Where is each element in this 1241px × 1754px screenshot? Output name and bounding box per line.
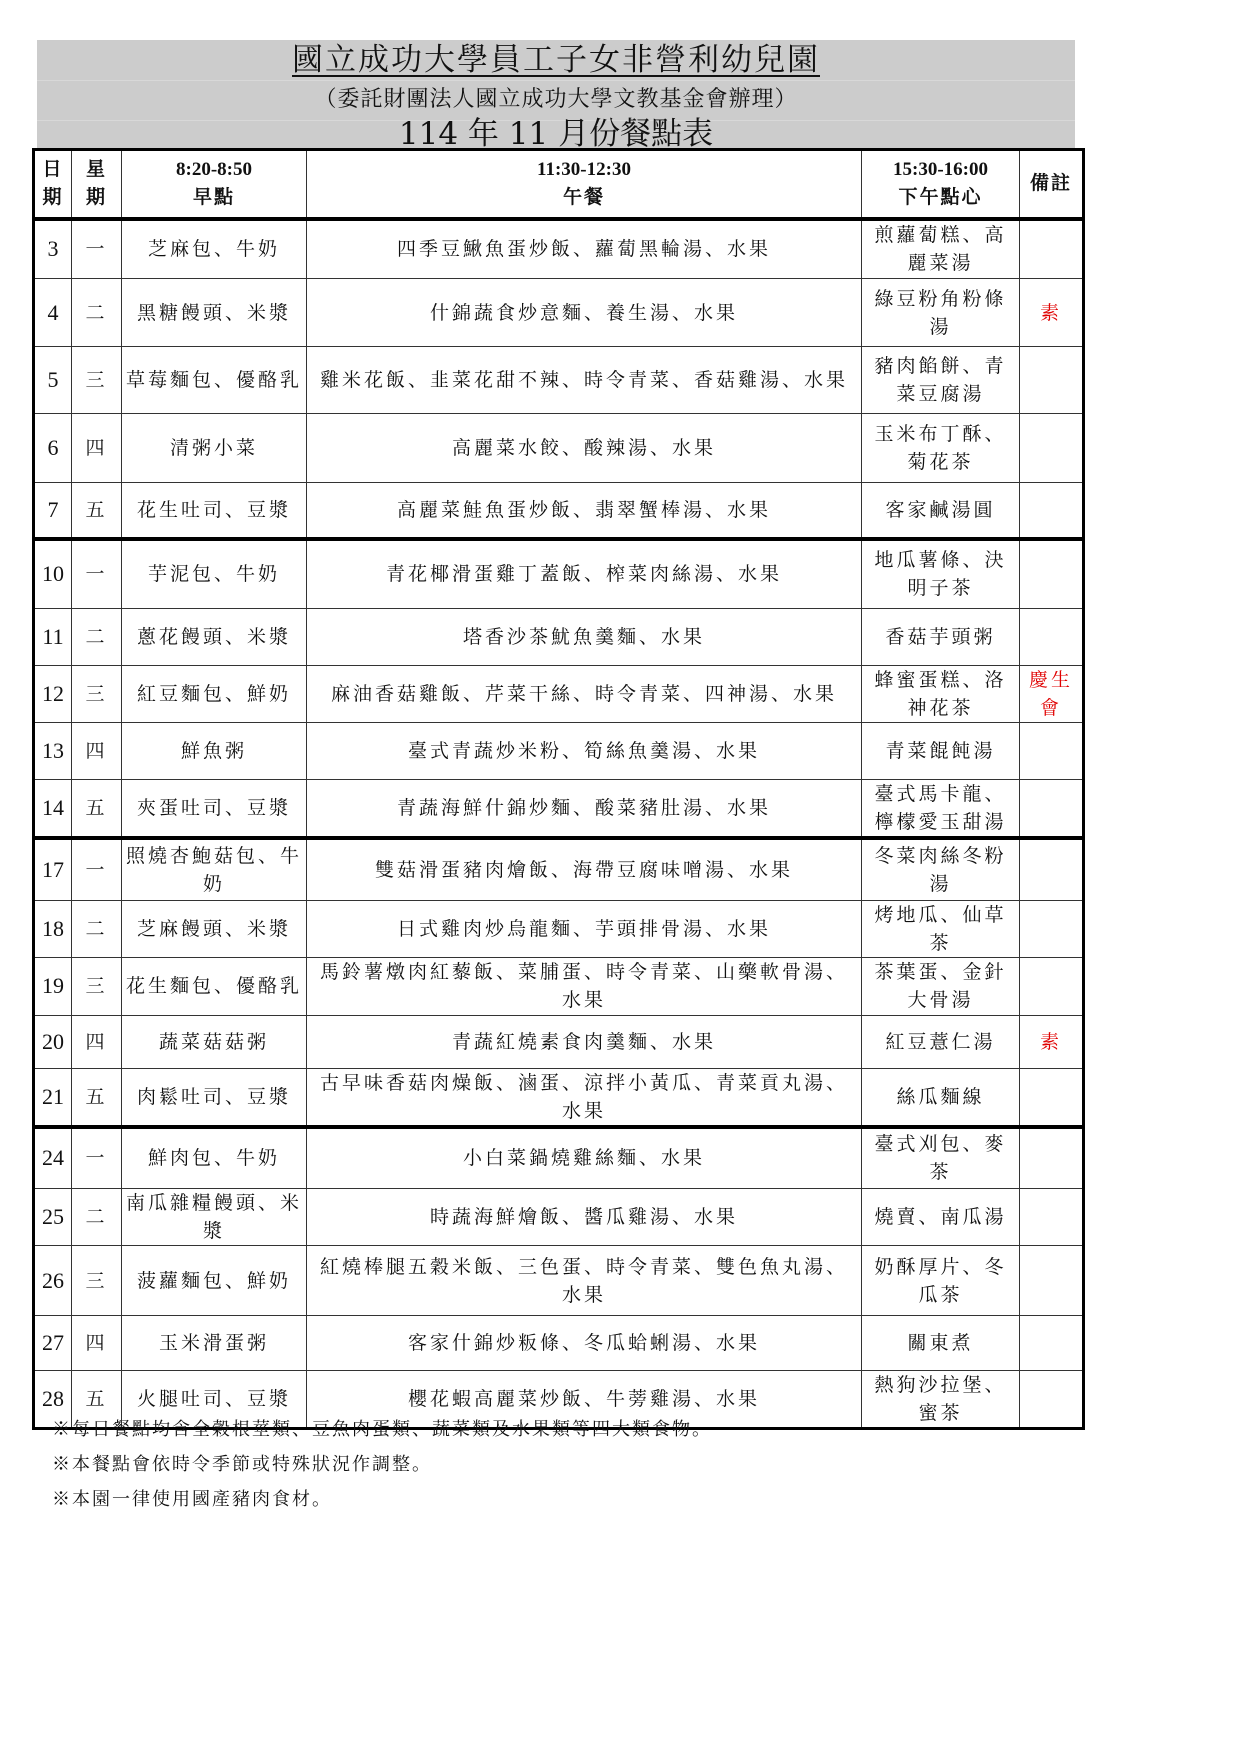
note-line: ※本餐點會依時令季節或特殊狀況作調整。 [52,1454,432,1475]
col-header-weekday: 星 期 [72,150,122,219]
notes [52,1412,712,1517]
lunch-cell: 什錦蔬食炒意麵、養生湯、水果 [307,279,862,347]
weekday-cell: 三 [72,957,122,1015]
snack-cell: 綠豆粉角粉條湯 [862,279,1020,347]
weekday-cell: 三 [72,666,122,723]
date-cell: 18 [34,900,72,957]
breakfast-cell: 蔥花饅頭、米漿 [122,609,307,666]
snack-cell: 茶葉蛋、金針大骨湯 [862,957,1020,1015]
date-cell: 20 [34,1015,72,1068]
remark-cell [1020,1316,1084,1371]
remark-cell [1020,838,1084,900]
table-row [34,414,1084,483]
weekday-cell: 二 [72,1189,122,1246]
weekday-cell: 二 [72,609,122,666]
col-header-remark: 備註 [1020,150,1084,219]
breakfast-cell: 鮮肉包、牛奶 [122,1127,307,1189]
col-header-lunch: 11:30-12:30 午餐 [307,150,862,219]
breakfast-cell: 玉米滑蛋粥 [122,1316,307,1371]
remark-cell [1020,609,1084,666]
lunch-cell: 雞米花飯、韭菜花甜不辣、時令青菜、香菇雞湯、水果 [307,347,862,414]
date-cell: 26 [34,1246,72,1316]
lunch-cell: 高麗菜鮭魚蛋炒飯、翡翠蟹棒湯、水果 [307,483,862,539]
breakfast-cell: 菠蘿麵包、鮮奶 [122,1246,307,1316]
date-cell: 7 [34,483,72,539]
table-header-row [34,150,1084,219]
snack-cell: 燒賣、南瓜湯 [862,1189,1020,1246]
table-row [34,279,1084,347]
snack-cell: 蜂蜜蛋糕、洛神花茶 [862,666,1020,723]
snack-cell: 熱狗沙拉堡、蜜茶 [862,1371,1020,1429]
lunch-cell: 塔香沙茶魷魚羹麵、水果 [307,609,862,666]
snack-cell: 奶酥厚片、冬瓜茶 [862,1246,1020,1316]
header-banner [37,40,1075,152]
table-row [34,1189,1084,1246]
table-row [34,1127,1084,1189]
remark-cell [1020,347,1084,414]
lunch-cell: 麻油香菇雞飯、芹菜干絲、時令青菜、四神湯、水果 [307,666,862,723]
weekday-cell: 四 [72,723,122,780]
weekday-cell: 一 [72,1127,122,1189]
remark-cell: 素 [1020,279,1084,347]
breakfast-cell: 肉鬆吐司、豆漿 [122,1068,307,1127]
date-cell: 27 [34,1316,72,1371]
date-cell: 13 [34,723,72,780]
table-row [34,780,1084,839]
weekday-cell: 四 [72,1015,122,1068]
date-cell: 14 [34,780,72,839]
table-row [34,539,1084,609]
snack-cell: 烤地瓜、仙草茶 [862,900,1020,957]
snack-cell: 絲瓜麵線 [862,1068,1020,1127]
table-row [34,838,1084,900]
col-header-snack: 15:30-16:00 下午點心 [862,150,1020,219]
snack-cell: 香菇芋頭粥 [862,609,1020,666]
breakfast-cell: 紅豆麵包、鮮奶 [122,666,307,723]
snack-cell: 客家鹹湯圓 [862,483,1020,539]
remark-cell [1020,219,1084,279]
breakfast-cell: 花生吐司、豆漿 [122,483,307,539]
table-row [34,219,1084,279]
remark-cell [1020,780,1084,839]
remark-cell [1020,900,1084,957]
weekday-cell: 三 [72,1246,122,1316]
snack-cell: 臺式馬卡龍、檸檬愛玉甜湯 [862,780,1020,839]
table-row [34,666,1084,723]
breakfast-cell: 火腿吐司、豆漿 [122,1371,307,1429]
snack-cell: 紅豆薏仁湯 [862,1015,1020,1068]
date-cell: 11 [34,609,72,666]
table-row [34,609,1084,666]
note-line: ※每日餐點均含全穀根莖類、豆魚肉蛋類、蔬菜類及水果類等四大類食物。 [52,1419,712,1440]
date-cell: 19 [34,957,72,1015]
remark-cell [1020,1127,1084,1189]
snack-cell: 玉米布丁酥、菊花茶 [862,414,1020,483]
date-cell: 25 [34,1189,72,1246]
snack-cell: 青菜餛飩湯 [862,723,1020,780]
date-cell: 28 [34,1371,72,1429]
remark-cell [1020,539,1084,609]
date-cell: 17 [34,838,72,900]
breakfast-cell: 花生麵包、優酪乳 [122,957,307,1015]
date-cell: 4 [34,279,72,347]
remark-cell [1020,1371,1084,1429]
weekday-cell: 一 [72,838,122,900]
date-cell: 21 [34,1068,72,1127]
breakfast-cell: 芝麻饅頭、米漿 [122,900,307,957]
weekday-cell: 四 [72,1316,122,1371]
snack-cell: 冬菜肉絲冬粉湯 [862,838,1020,900]
remark-cell [1020,1189,1084,1246]
breakfast-cell: 芝麻包、牛奶 [122,219,307,279]
breakfast-cell: 鮮魚粥 [122,723,307,780]
table-row [34,483,1084,539]
table-row [34,723,1084,780]
weekday-cell: 一 [72,539,122,609]
lunch-cell: 日式雞肉炒烏龍麵、芋頭排骨湯、水果 [307,900,862,957]
breakfast-cell: 南瓜雜糧饅頭、米漿 [122,1189,307,1246]
breakfast-cell: 照燒杏鮑菇包、牛奶 [122,838,307,900]
breakfast-cell: 草莓麵包、優酪乳 [122,347,307,414]
breakfast-cell: 夾蛋吐司、豆漿 [122,780,307,839]
remark-cell [1020,723,1084,780]
lunch-cell: 青蔬紅燒素食肉羹麵、水果 [307,1015,862,1068]
table-row [34,1068,1084,1127]
table-row [34,900,1084,957]
table-row [34,957,1084,1015]
weekday-cell: 二 [72,900,122,957]
remark-cell [1020,1068,1084,1127]
school-title-text: 國立成功大學員工子女非營利幼兒園 [292,42,820,78]
note-line: ※本園一律使用國產豬肉食材。 [52,1489,332,1510]
date-cell: 3 [34,219,72,279]
lunch-cell: 古早味香菇肉燥飯、滷蛋、涼拌小黃瓜、青菜貢丸湯、水果 [307,1068,862,1127]
lunch-cell: 小白菜鍋燒雞絲麵、水果 [307,1127,862,1189]
lunch-cell: 紅燒棒腿五穀米飯、三色蛋、時令青菜、雙色魚丸湯、水果 [307,1246,862,1316]
snack-cell: 臺式刈包、麥茶 [862,1127,1020,1189]
remark-cell: 慶生會 [1020,666,1084,723]
lunch-cell: 青花椰滑蛋雞丁蓋飯、榨菜肉絲湯、水果 [307,539,862,609]
remark-cell: 素 [1020,1015,1084,1068]
breakfast-cell: 蔬菜菇菇粥 [122,1015,307,1068]
lunch-cell: 臺式青蔬炒米粉、筍絲魚羹湯、水果 [307,723,862,780]
lunch-cell: 時蔬海鮮燴飯、醬瓜雞湯、水果 [307,1189,862,1246]
date-cell: 5 [34,347,72,414]
weekday-cell: 一 [72,219,122,279]
lunch-cell: 馬鈴薯燉肉紅藜飯、菜脯蛋、時令青菜、山藥軟骨湯、水果 [307,957,862,1015]
snack-cell: 煎蘿蔔糕、高麗菜湯 [862,219,1020,279]
lunch-cell: 櫻花蝦高麗菜炒飯、牛蒡雞湯、水果 [307,1371,862,1429]
date-cell: 10 [34,539,72,609]
snack-cell: 關東煮 [862,1316,1020,1371]
table-row [34,1015,1084,1068]
weekday-cell: 三 [72,347,122,414]
remark-cell [1020,483,1084,539]
weekday-cell: 四 [72,414,122,483]
weekday-cell: 五 [72,780,122,839]
remark-cell [1020,414,1084,483]
menu-title: 114 年 11 月份餐點表 [398,116,714,152]
breakfast-cell: 黑糖饅頭、米漿 [122,279,307,347]
lunch-cell: 雙菇滑蛋豬肉燴飯、海帶豆腐味噌湯、水果 [307,838,862,900]
weekday-cell: 二 [72,279,122,347]
breakfast-cell: 芋泥包、牛奶 [122,539,307,609]
breakfast-cell: 清粥小菜 [122,414,307,483]
snack-cell: 地瓜薯條、決明子茶 [862,539,1020,609]
snack-cell: 豬肉餡餅、青菜豆腐湯 [862,347,1020,414]
date-cell: 24 [34,1127,72,1189]
lunch-cell: 客家什錦炒粄條、冬瓜蛤蜊湯、水果 [307,1316,862,1371]
school-title [37,40,1075,80]
col-header-breakfast: 8:20-8:50 早點 [122,150,307,219]
menu-table [32,148,1085,1430]
weekday-cell: 五 [72,1068,122,1127]
remark-cell [1020,1246,1084,1316]
weekday-cell: 五 [72,483,122,539]
lunch-cell: 高麗菜水餃、酸辣湯、水果 [307,414,862,483]
table-row [34,347,1084,414]
table-row [34,1246,1084,1316]
remark-cell [1020,957,1084,1015]
lunch-cell: 四季豆鰍魚蛋炒飯、蘿蔔黑輪湯、水果 [307,219,862,279]
date-cell: 6 [34,414,72,483]
col-header-date: 日 期 [34,150,72,219]
table-row [34,1316,1084,1371]
lunch-cell: 青蔬海鮮什錦炒麵、酸菜豬肚湯、水果 [307,780,862,839]
weekday-cell: 五 [72,1371,122,1429]
subtitle: （委託財團法人國立成功大學文教基金會辦理） [314,87,798,112]
date-cell: 12 [34,666,72,723]
